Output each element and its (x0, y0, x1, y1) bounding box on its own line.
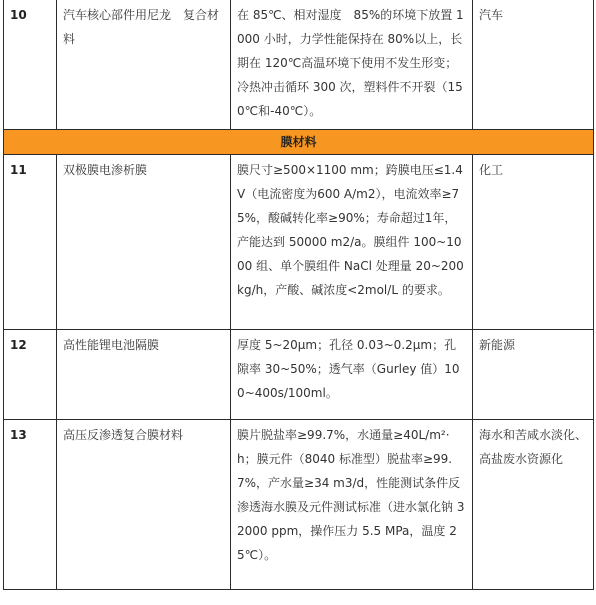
material-name: 汽车核心部件用尼龙 复合材料 (57, 0, 231, 130)
material-name: 双极膜电渗析膜 (57, 155, 231, 330)
row-number: 10 (4, 0, 57, 130)
material-name: 高压反渗透复合膜材料 (57, 420, 231, 590)
application-field: 化工 (473, 155, 594, 330)
row-number: 12 (4, 330, 57, 420)
table-row (4, 420, 594, 590)
table-row (4, 330, 594, 420)
material-spec: 膜片脱盐率≥99.7%，水通量≥40L/m²·h；膜元件（8040 标准型）脱盐率≥99.7%，产水量≥34 m3/d，性能测试条件反渗透海水膜及元件测试标准（进水氯化钠 32000 ppm，操作压力 5.5 MPa，温度 25℃）。 (231, 420, 473, 590)
application-field: 汽车 (473, 0, 594, 130)
material-spec: 膜尺寸≥500×1100 mm；跨膜电压≤1.4 V（电流密度为600 A/m2），电流效率≥75%，酸碱转化率≥90%；寿命超过1年，产能达到 50000 m2/a。膜组件 100~1000 组、单个膜组件 NaCl 处理量 20~200kg/h，产酸、碱浓度<2mol/L 的要求。 (231, 155, 473, 330)
section-row (4, 130, 594, 155)
table-row (4, 155, 594, 330)
row-number: 11 (4, 155, 57, 330)
material-spec: 在 85℃、相对湿度 85%的环境下放置 1000 小时，力学性能保持在 80%以上，长期在 120℃高温环境下使用不发生形变； 冷热冲击循环 300 次，塑料件不开裂（150℃和-40℃）。 (231, 0, 473, 130)
row-number: 13 (4, 420, 57, 590)
materials-spec-table (3, 0, 594, 590)
material-spec: 厚度 5~20μm；孔径 0.03~0.2μm；孔隙率 30~50%；透气率（Gurley 值）100~400s/100ml。 (231, 330, 473, 420)
application-field: 新能源 (473, 330, 594, 420)
application-field: 海水和苦咸水淡化、高盐废水资源化 (473, 420, 594, 590)
section-header: 膜材料 (4, 130, 594, 155)
table-row (4, 0, 594, 130)
material-name: 高性能锂电池隔膜 (57, 330, 231, 420)
